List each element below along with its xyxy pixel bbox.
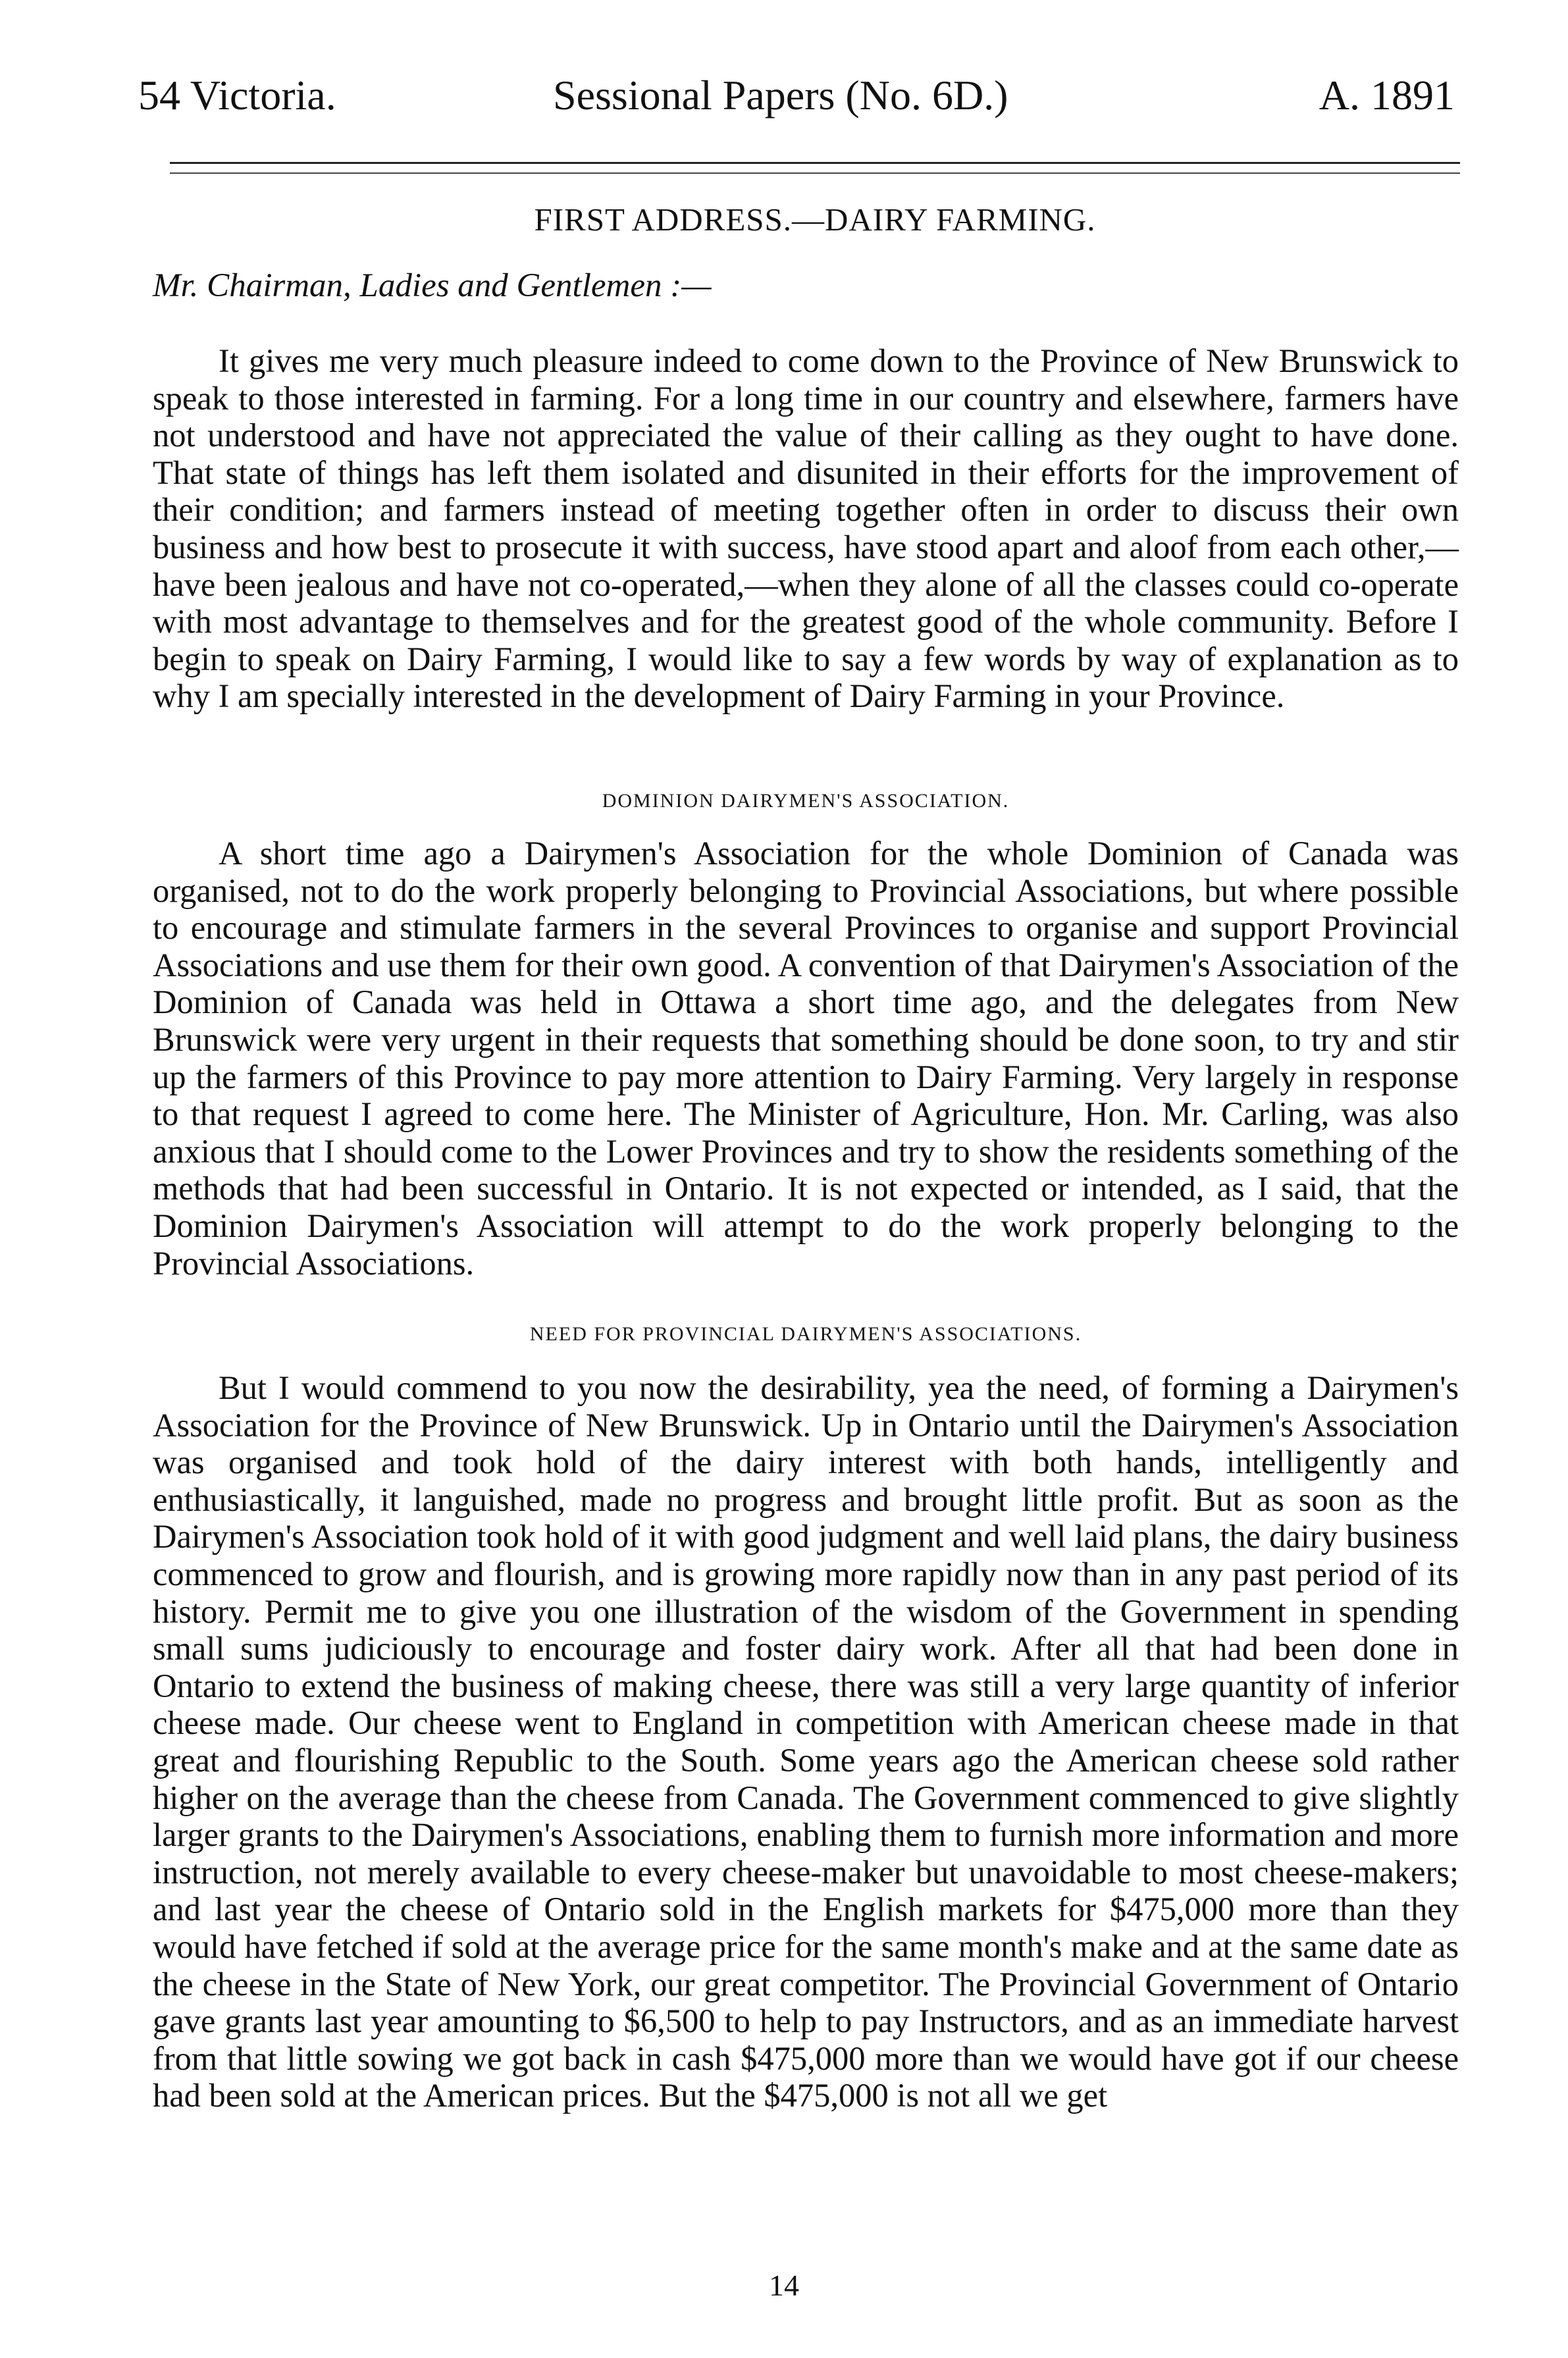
header-sessional-papers: Sessional Papers (No. 6D.) [553,72,1008,118]
paragraph-dominion-association: A short time ago a Dairymen's Association for the whole Dominion of Canada was organised, not to do the work properly belonging to Provincial Associations, but where possible to encourage and stimulate farmers in the several Provinces to organise and support Provincial Associations and use them for their own good. A convention of that Dairymen's Association of the Dominion of Canada was held in Ottawa a short time ago, and the delegates from New Brunswick were very urgent in their requests that something should be done soon, to try and stir up the farmers of this Province to pay more attention to Dairy Farming. Very largely in response to that request I agreed to come here. The Minister of Agriculture, Hon. Mr. Carling, was also anxious that I should come to the Lower Provinces and try to show the residents something of the methods that had been successful in Ontario. It is not expected or intended, as I said, that the Dominion Dairymen's Association will attempt to do the work properly belonging to the Provincial Associations. [153,835,1459,1282]
running-header [138,63,1455,128]
salutation: Mr. Chairman, Ladies and Gentlemen :— [153,267,712,304]
header-rule-top [170,162,1460,164]
paragraph-intro: It gives me very much pleasure indeed to come down to the Province of New Brunswick to speak to those interested in farming. For a long time in our country and elsewhere, farmers have not understood and have not appreciated the value of their calling as they ought to have done. That state of things has left them isolated and disunited in their efforts for the improvement of their condition; and farmers instead of meeting together often in order to discuss their own business and how best to prosecute it with success, have stood apart and aloof from each other,—have been jealous and have not co-operated,—when they alone of all the classes could co-operate with most advantage to themselves and for the greatest good of the whole community. Before I begin to speak on Dairy Farming, I would like to say a few words by way of explanation as to why I am specially interested in the development of Dairy Farming in your Province. [153,342,1459,715]
subheading-dominion-association: DOMINION DAIRYMEN'S ASSOCIATION. [602,790,1010,812]
header-year: A. 1891 [1319,72,1455,118]
paragraph-provincial-associations: But I would commend to you now the desirability, yea the need, of forming a Dairymen's Association for the Province of New Brunswick. Up in Ontario until the Dairymen's Association was organised and took hold of the dairy interest with both hands, intelligently and enthusiastically, it languished, made no progress and brought little profit. But as soon as the Dairymen's Association took hold of it with good judgment and well laid plans, the dairy business commenced to grow and flourish, and is growing more rapidly now than in any past period of its history. Permit me to give you one illustration of the wisdom of the Government in spending small sums judiciously to encourage and foster dairy work. After all that had been done in Ontario to extend the business of making cheese, there was still a very large quantity of inferior cheese made. Our cheese went to England in competition with American cheese made in that great and flourishing Republic to the South. Some years ago the American cheese sold rather higher on the average than the cheese from Canada. The Government commenced to give slightly larger grants to the Dairymen's Associations, enabling them to furnish more information and more instruction, not merely available to every cheese-maker but unavoidable to most cheese-makers; and last year the cheese of Ontario sold in the English markets for $475,000 more than they would have fetched if sold at the average price for the same month's make and at the same date as the cheese in the State of New York, our great competitor. The Provincial Government of Ontario gave grants last year amounting to $6,500 to help to pay Instructors, and as an immediate harvest from that little sowing we got back in cash $475,000 more than we would have got if our cheese had been sold at the American prices. But the $475,000 is not all we get [153,1369,1459,2114]
page-number: 14 [769,2268,799,2302]
address-title: FIRST ADDRESS.—DAIRY FARMING. [534,201,1096,238]
header-volume: 54 Victoria. [138,72,336,118]
header-rule-bottom [170,172,1460,174]
subheading-provincial-associations: NEED FOR PROVINCIAL DAIRYMEN'S ASSOCIATIONS. [529,1323,1082,1345]
